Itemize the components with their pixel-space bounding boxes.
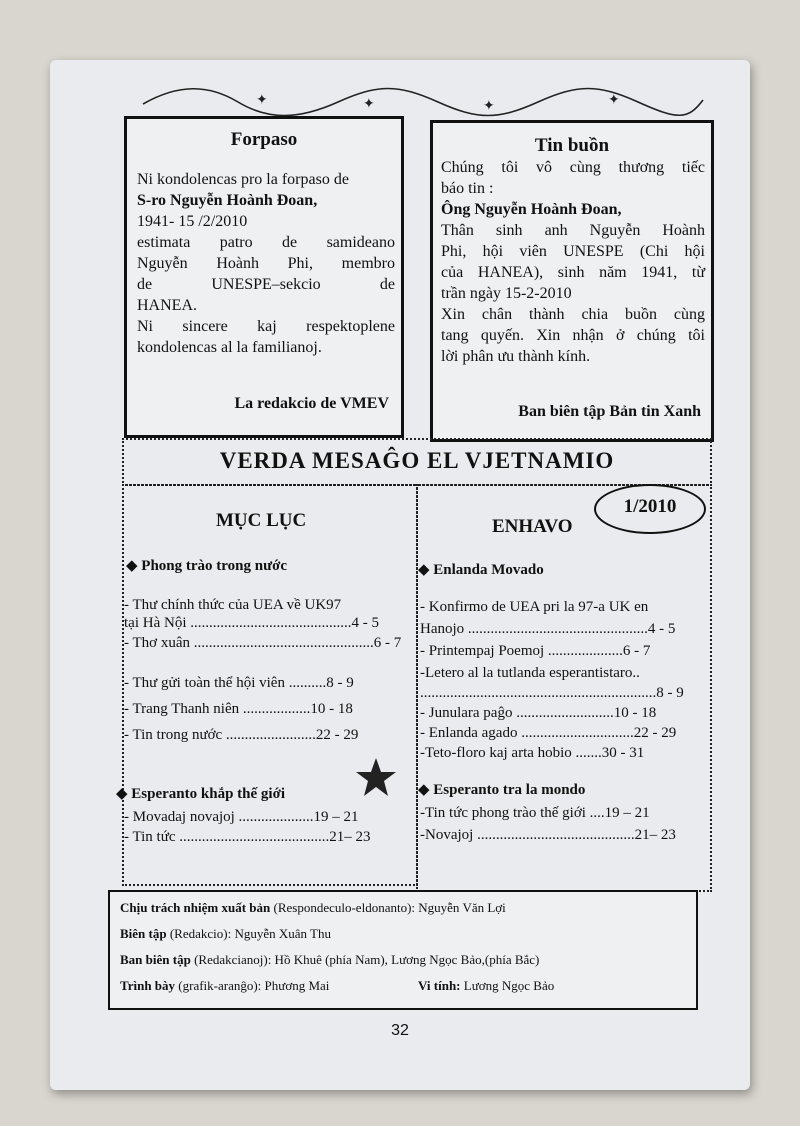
toc-item[interactable]: tại Hà Nội ...........................................4 - 5 — [124, 615, 379, 631]
obituary-vi-signature: Ban biên tập Bản tin Xanh — [518, 403, 701, 420]
toc-item[interactable]: -Teto-floro kaj arta hobio .......30 - 31 — [420, 745, 645, 761]
toc-vi-section-label: Esperanto khắp thế giới — [131, 786, 286, 802]
toc-item[interactable]: - Tin trong nước ........................22 - 29 — [124, 727, 359, 743]
credits-value: (grafik-aranĝo): Phương Mai — [175, 978, 330, 993]
toc-item[interactable]: - Tin tức ........................................21– 23 — [124, 829, 371, 845]
toc-item[interactable]: - Thơ xuân ................................................6 - 7 — [124, 635, 402, 651]
svg-text:✦: ✦ — [608, 93, 620, 108]
credits-label: Trình bày — [120, 978, 176, 993]
diamond-icon: ◆ — [418, 562, 430, 578]
obituary-eo-line: de UNESPE–sekcio de — [137, 276, 395, 293]
credits-label: Chịu trách nhiệm xuất bản — [120, 900, 271, 915]
toc-eo-heading: ENHAVO — [492, 516, 573, 537]
toc-item[interactable]: -Novajoj ..........................................21– 23 — [420, 827, 676, 843]
obituary-eo-dates: 1941- 15 /2/2010 — [137, 213, 248, 230]
masthead-title: VERDA MESAĜO EL VJETNAMIO — [219, 448, 615, 473]
toc-item[interactable]: Hanojo ................................................4 - 5 — [420, 621, 676, 637]
svg-text:✦: ✦ — [256, 93, 268, 108]
diamond-icon: ◆ — [116, 786, 128, 802]
obituary-vi-line: tang quyến. Xin nhận ở chúng tôi — [441, 327, 705, 344]
credits-label: Vi tính: — [418, 978, 461, 993]
star-icon — [354, 756, 398, 798]
credits-value: Lương Ngọc Bảo — [460, 978, 555, 993]
obituary-esperanto-box — [124, 116, 404, 438]
toc-item[interactable]: -Tin tức phong trào thế giới ....19 – 21 — [420, 805, 650, 821]
obituary-eo-line: Nguyễn Hoành Phi, membro — [137, 255, 395, 272]
obituary-vi-line: lời phân ưu thành kính. — [441, 348, 591, 365]
credits-label: Biên tập — [120, 926, 167, 941]
toc-eo-section-2 — [418, 780, 585, 799]
obituary-eo-line: HANEA. — [137, 297, 197, 314]
toc-item[interactable]: ...............................................................8 - 9 — [420, 685, 684, 701]
obituary-vi-line: trần ngày 15-2-2010 — [441, 285, 572, 302]
diamond-icon: ◆ — [126, 558, 138, 574]
credits-line — [120, 926, 331, 942]
toc-vi-heading: MỤC LỤC — [216, 510, 307, 531]
magazine-page — [50, 60, 750, 1090]
obituary-eo-line: kondolencas al la familianoj. — [137, 339, 322, 356]
toc-item[interactable]: - Konfirmo de UEA pri la 97-a UK en — [420, 599, 649, 615]
obituary-eo-name: S-ro Nguyễn Hoành Đoan, — [137, 192, 318, 209]
toc-eo-section-label: Enlanda Movado — [433, 562, 544, 578]
obituary-vi-title: Tin buồn — [534, 135, 610, 156]
toc-item[interactable]: - Junulara paĝo ..........................10 - 18 — [420, 705, 657, 721]
obituary-eo-line: estimata patro de samideano — [137, 234, 395, 251]
toc-item[interactable]: - Trang Thanh niên ..................10 - 18 — [124, 701, 353, 717]
obituary-vi-line: Xin chân thành chia buồn cùng — [441, 306, 705, 323]
obituary-vietnamese-box — [430, 120, 714, 442]
toc-item[interactable]: - Thư chính thức của UEA về UK97 — [124, 597, 342, 613]
obituary-eo-signature: La redakcio de VMEV — [234, 395, 389, 412]
diamond-icon: ◆ — [418, 782, 430, 798]
issue-number: 1/2010 — [623, 496, 677, 517]
toc-item[interactable]: -Letero al la tutlanda esperantistaro.. — [420, 665, 640, 681]
toc-eo-section-1 — [418, 560, 544, 579]
credits-line — [120, 900, 506, 916]
obituary-vi-line: Phi, hội viên UNESPE (Chi hội — [441, 243, 705, 260]
credits-label: Ban biên tập — [120, 952, 191, 967]
credits-line — [120, 952, 539, 968]
obituary-vi-name: Ông Nguyễn Hoành Đoan, — [441, 201, 622, 218]
obituary-vi-line: báo tin : — [441, 180, 494, 197]
obituary-vi-line: Chúng tôi vô cùng thương tiếc — [441, 159, 705, 176]
toc-vi-section-label: Phong trào trong nước — [141, 558, 288, 574]
svg-text:✦: ✦ — [483, 99, 495, 114]
svg-text:✦: ✦ — [363, 97, 375, 112]
obituary-eo-title: Forpaso — [230, 129, 298, 150]
toc-item[interactable]: - Movadaj novajoj ....................19 – 21 — [124, 809, 359, 825]
toc-item[interactable]: - Printempaj Poemoj ....................6 - 7 — [420, 643, 651, 659]
obituary-eo-line: Ni sincere kaj respektoplene — [137, 318, 395, 335]
credits-line — [120, 978, 329, 994]
toc-item[interactable]: - Thư gửi toàn thể hội viên ..........8 - 9 — [124, 675, 354, 691]
page-number: 32 — [391, 1022, 409, 1039]
credits-value: (Redakcio): Nguyễn Xuân Thu — [166, 926, 331, 941]
toc-eo-section-label: Esperanto tra la mondo — [433, 782, 586, 798]
obituary-vi-line: Thân sinh anh Nguyễn Hoành — [441, 222, 705, 239]
credits-value: (Respondeculo-eldonanto): Nguyễn Văn Lợi — [270, 900, 506, 915]
obituary-vi-line: của HANEA), sinh năm 1941, từ — [441, 264, 705, 281]
credits-value: (Redakcianoj): Hồ Khuê (phía Nam), Lương Ngọc Bảo,(phía Bắc) — [190, 952, 540, 967]
toc-vi-section-2 — [116, 784, 285, 803]
obituary-eo-line: Ni kondolencas pro la forpaso de — [137, 171, 349, 188]
toc-item[interactable]: - Enlanda agado ..............................22 - 29 — [420, 725, 677, 741]
credits-line — [418, 978, 554, 994]
toc-vi-section-1 — [126, 556, 287, 575]
credits-box — [108, 890, 698, 1010]
